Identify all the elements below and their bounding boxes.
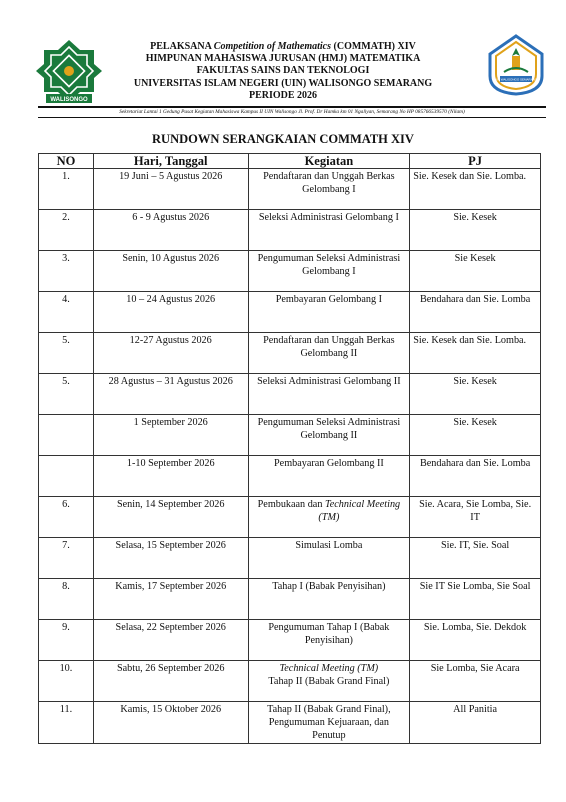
table-row — [39, 210, 541, 251]
row-date: 10 – 24 Agustus 2026 — [93, 292, 248, 333]
letterhead-line-1: PELAKSANA Competition of Mathematics (COMMATH) XIV — [150, 41, 416, 52]
row-pj: Bendahara dan Sie. Lomba — [410, 292, 541, 333]
row-date: Kamis, 15 Oktober 2026 — [93, 702, 248, 744]
row-activity: Tahap II (Babak Grand Final), Pengumuman Kejuaraan, dan Penutup — [248, 702, 410, 744]
header-rule-top — [38, 106, 546, 108]
row-activity: Pengumuman Seleksi Administrasi Gelombang I — [248, 251, 410, 292]
rundown-table — [38, 153, 541, 744]
table-row — [39, 456, 541, 497]
secretariat-address: Sekretariat Lantai 1 Gedung Pusat Kegiatan Mahasiswa Kampus II UIN Walisongo Jl. Prof. Dr Hamka km 01 Ngaliyan, Semarang No HP 085766539570 (Nilam) — [119, 109, 465, 115]
letterhead-line-2: HIMPUNAN MAHASISWA JURUSAN (HMJ) MATEMATIKA — [145, 53, 421, 65]
document-title: RUNDOWN SERANGKAIAN COMMATH XIV — [152, 132, 414, 146]
table-row — [39, 538, 541, 579]
row-pj: Sie. Kesek — [410, 374, 541, 415]
table-row — [39, 579, 541, 620]
row-pj: All Panitia — [410, 702, 541, 744]
column-header-pj: PJ — [410, 154, 541, 169]
table-row — [39, 415, 541, 456]
row-date: 19 Juni – 5 Agustus 2026 — [93, 169, 248, 210]
row-date: 1 September 2026 — [93, 415, 248, 456]
row-no: 5. — [39, 333, 94, 374]
row-no: 11. — [39, 702, 94, 744]
row-no: 4. — [39, 292, 94, 333]
table-row — [39, 497, 541, 538]
table-row — [39, 702, 541, 744]
row-pj: Sie. Kesek — [410, 210, 541, 251]
table-row — [39, 169, 541, 210]
header-rule-bottom — [38, 117, 546, 118]
row-date: Senin, 14 September 2026 — [93, 497, 248, 538]
table-row — [39, 292, 541, 333]
row-date: 6 - 9 Agustus 2026 — [93, 210, 248, 251]
row-pj: Bendahara dan Sie. Lomba — [410, 456, 541, 497]
row-pj: Sie Kesek — [410, 251, 541, 292]
row-pj: Sie IT Sie Lomba, Sie Soal — [410, 579, 541, 620]
table-row — [39, 661, 541, 702]
row-date: Senin, 10 Agustus 2026 — [93, 251, 248, 292]
row-pj: Sie. Kesek dan Sie. Lomba. — [410, 169, 541, 210]
table-row — [39, 251, 541, 292]
row-activity: Technical Meeting (TM) Tahap II (Babak Grand Final) — [248, 661, 410, 702]
row-pj: Sie. Kesek dan Sie. Lomba. — [410, 333, 541, 374]
column-header-activity: Kegiatan — [248, 154, 410, 169]
svg-text:UIN WALISONGO SEMARANG: UIN WALISONGO SEMARANG — [494, 77, 538, 82]
row-pj: Sie Lomba, Sie Acara — [410, 661, 541, 702]
column-header-date: Hari, Tanggal — [93, 154, 248, 169]
letterhead-line-5: PERIODE 2026 — [248, 89, 318, 101]
row-activity: Pembayaran Gelombang I — [248, 292, 410, 333]
row-activity: Pendaftaran dan Unggah Berkas Gelombang II — [248, 333, 410, 374]
row-no: 7. — [39, 538, 94, 579]
row-no — [39, 415, 94, 456]
row-date: 28 Agustus – 31 Agustus 2026 — [93, 374, 248, 415]
table-row — [39, 620, 541, 661]
row-activity: Pengumuman Seleksi Administrasi Gelombang II — [248, 415, 410, 456]
row-pj: Sie. Kesek — [410, 415, 541, 456]
row-activity: Pendaftaran dan Unggah Berkas Gelombang I — [248, 169, 410, 210]
row-pj: Sie. IT, Sie. Soal — [410, 538, 541, 579]
letterhead — [0, 41, 566, 102]
row-activity: Simulasi Lomba — [248, 538, 410, 579]
row-activity: Pengumuman Tahap I (Babak Penyisihan) — [248, 620, 410, 661]
row-no: 8. — [39, 579, 94, 620]
row-pj: Sie. Acara, Sie Lomba, Sie. IT — [410, 497, 541, 538]
row-date: Selasa, 22 September 2026 — [93, 620, 248, 661]
column-header-no: NO — [39, 154, 94, 169]
row-date: Selasa, 15 September 2026 — [93, 538, 248, 579]
row-date: 12-27 Agustus 2026 — [93, 333, 248, 374]
row-no: 9. — [39, 620, 94, 661]
row-activity: Pembayaran Gelombang II — [248, 456, 410, 497]
table-row — [39, 333, 541, 374]
row-no: 2. — [39, 210, 94, 251]
row-activity: Seleksi Administrasi Gelombang I — [248, 210, 410, 251]
row-no: 10. — [39, 661, 94, 702]
row-no: 3. — [39, 251, 94, 292]
table-row — [39, 374, 541, 415]
row-activity: Seleksi Administrasi Gelombang II — [248, 374, 410, 415]
row-date: Sabtu, 26 September 2026 — [93, 661, 248, 702]
row-date: Kamis, 17 September 2026 — [93, 579, 248, 620]
row-no: 1. — [39, 169, 94, 210]
letterhead-line-4: UNIVERSITAS ISLAM NEGERI (UIN) WALISONGO SEMARANG — [133, 77, 433, 89]
table-header-row — [39, 154, 541, 169]
row-date: 1-10 September 2026 — [93, 456, 248, 497]
row-activity: Pembukaan dan Technical Meeting (TM) — [248, 497, 410, 538]
letterhead-line-3: FAKULTAS SAINS DAN TEKNOLOGI — [196, 65, 370, 77]
svg-text:WALISONGO: WALISONGO — [50, 97, 88, 103]
row-no: 6. — [39, 497, 94, 538]
row-pj: Sie. Lomba, Sie. Dekdok — [410, 620, 541, 661]
row-no: 5. — [39, 374, 94, 415]
row-no — [39, 456, 94, 497]
row-activity: Tahap I (Babak Penyisihan) — [248, 579, 410, 620]
